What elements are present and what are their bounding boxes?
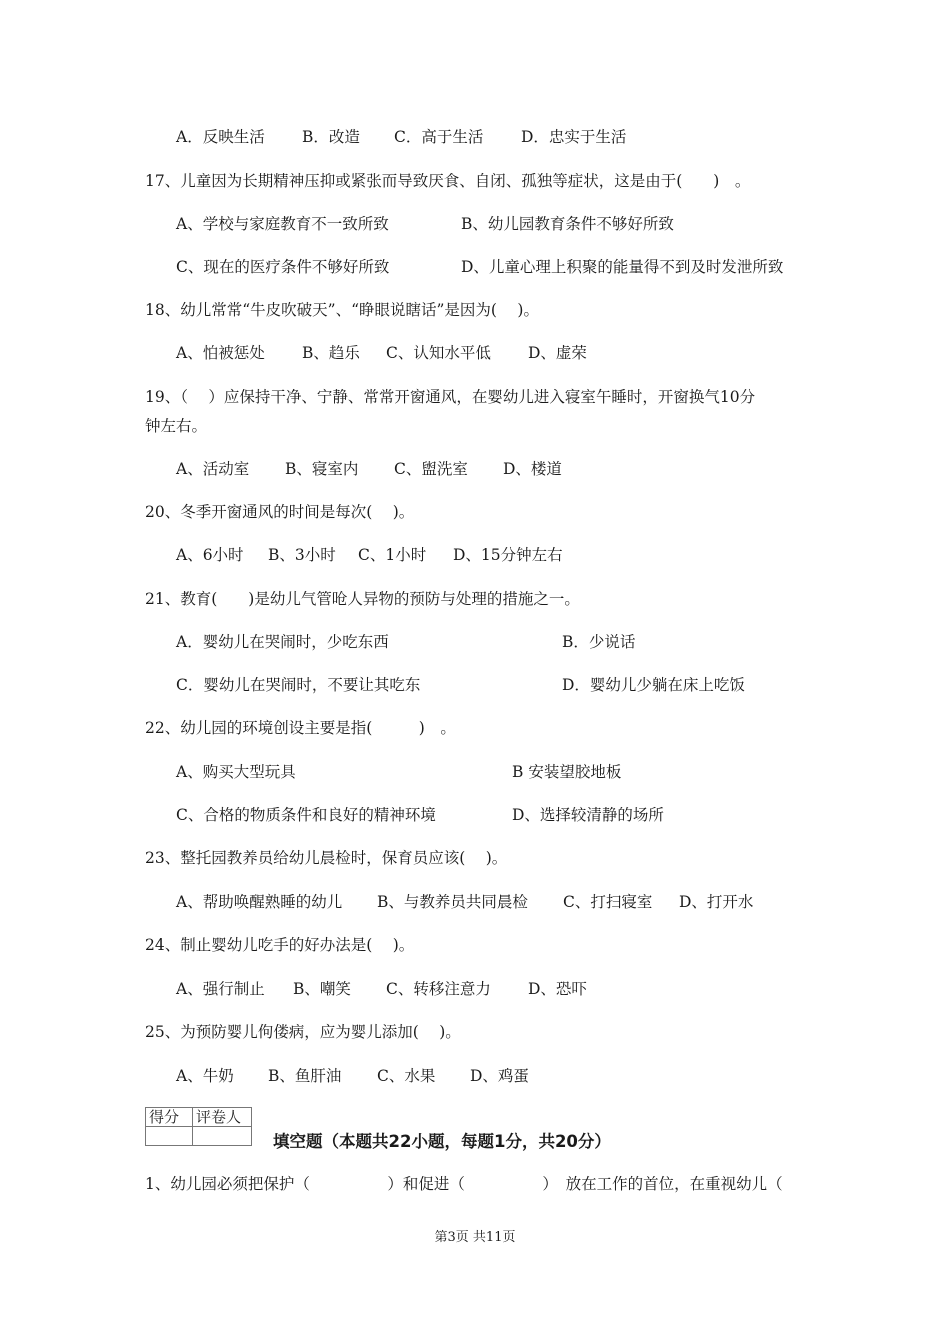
grader-label: 评卷人 — [193, 1108, 252, 1127]
answer-option[interactable]: C、合格的物质条件和良好的精神环境 — [176, 806, 436, 824]
answer-option[interactable]: D、选择较清静的场所 — [512, 806, 664, 824]
answer-option[interactable]: C、盥洗室 — [394, 460, 468, 478]
answer-option[interactable]: B、寝室内 — [285, 460, 359, 478]
answer-option[interactable]: D、恐吓 — [528, 980, 587, 998]
answer-option[interactable]: A、6小时 — [176, 546, 244, 564]
question-text: 18、幼儿常常“牛皮吹破天”、“睁眼说瞎话”是因为( )。 — [145, 301, 539, 319]
answer-option[interactable]: A、怕被惩处 — [176, 344, 265, 362]
score-label: 得分 — [146, 1108, 193, 1127]
section-title: 填空题（本题共22小题，每题1分，共20分） — [273, 1132, 611, 1151]
answer-option[interactable]: B、嘲笑 — [293, 980, 351, 998]
question-text: 25、为预防婴儿佝偻病，应为婴儿添加( )。 — [145, 1023, 461, 1041]
question-text: 钟左右。 — [145, 417, 208, 435]
answer-option[interactable]: C、现在的医疗条件不够好所致 — [176, 258, 390, 276]
answer-option[interactable]: C、转移注意力 — [386, 980, 491, 998]
answer-option[interactable]: C、认知水平低 — [386, 344, 491, 362]
answer-option[interactable]: D、15分钟左右 — [453, 546, 563, 564]
answer-option[interactable]: D、楼道 — [503, 460, 562, 478]
answer-option[interactable]: D．忠实于生活 — [521, 128, 627, 146]
answer-option[interactable]: D、虚荣 — [528, 344, 587, 362]
answer-option[interactable]: B．少说话 — [562, 633, 636, 651]
answer-option[interactable]: A、强行制止 — [176, 980, 265, 998]
answer-option[interactable]: C、打扫寝室 — [563, 893, 653, 911]
answer-option[interactable]: A、学校与家庭教育不一致所致 — [176, 215, 389, 233]
question-text: 17、儿童因为长期精神压抑或紧张而导致厌食、自闭、孤独等症状，这是由于( ) 。 — [145, 172, 751, 190]
answer-option[interactable]: C．高于生活 — [394, 128, 484, 146]
answer-option[interactable]: C、1小时 — [358, 546, 427, 564]
answer-option[interactable]: D、鸡蛋 — [470, 1067, 529, 1085]
page-footer: 第3页 共11页 — [434, 1230, 516, 1245]
answer-option[interactable]: A、购买大型玩具 — [176, 763, 296, 781]
question-text: 19、（ ）应保持干净、宁静、常常开窗通风，在婴幼儿进入寝室午睡时，开窗换气10分 — [145, 388, 756, 406]
answer-option[interactable]: B、趋乐 — [302, 344, 360, 362]
question-text: 22、幼儿园的环境创设主要是指( ) 。 — [145, 719, 456, 737]
answer-option[interactable]: D、儿童心理上积聚的能量得不到及时发泄所致 — [461, 258, 784, 276]
question-text: 21、教育( )是幼儿气管呛人异物的预防与处理的措施之一。 — [145, 590, 580, 608]
question-text: 24、制止婴幼儿吃手的好办法是( )。 — [145, 936, 415, 954]
answer-option[interactable]: B 安装望胶地板 — [512, 763, 622, 781]
score-box — [145, 1107, 252, 1146]
grader-cell[interactable] — [193, 1127, 252, 1146]
answer-option[interactable]: C．婴幼儿在哭闹时，不要让其吃东 — [176, 676, 421, 694]
answer-option[interactable]: A．反映生活 — [176, 128, 265, 146]
fill-question-1: 1、幼儿园必须把保护（ ）和促进（ ） 放在工作的首位，在重视幼儿（ — [145, 1175, 783, 1193]
answer-option[interactable]: B、与教养员共同晨检 — [377, 893, 528, 911]
answer-option[interactable]: A、活动室 — [176, 460, 250, 478]
question-text: 20、冬季开窗通风的时间是每次( )。 — [145, 503, 415, 521]
answer-option[interactable]: B．改造 — [302, 128, 360, 146]
answer-option[interactable]: A、牛奶 — [176, 1067, 234, 1085]
answer-option[interactable]: B、3小时 — [268, 546, 336, 564]
answer-option[interactable]: C、水果 — [377, 1067, 436, 1085]
answer-option[interactable]: A．婴幼儿在哭闹时，少吃东西 — [176, 633, 389, 651]
answer-option[interactable]: A、帮助唤醒熟睡的幼儿 — [176, 893, 343, 911]
score-cell[interactable] — [146, 1127, 193, 1146]
question-text: 23、整托园教养员给幼儿晨检时，保育员应该( )。 — [145, 849, 508, 867]
answer-option[interactable]: D、打开水 — [679, 893, 754, 911]
answer-option[interactable]: B、幼儿园教育条件不够好所致 — [461, 215, 674, 233]
answer-option[interactable]: D．婴幼儿少躺在床上吃饭 — [562, 676, 745, 694]
answer-option[interactable]: B、鱼肝油 — [268, 1067, 342, 1085]
